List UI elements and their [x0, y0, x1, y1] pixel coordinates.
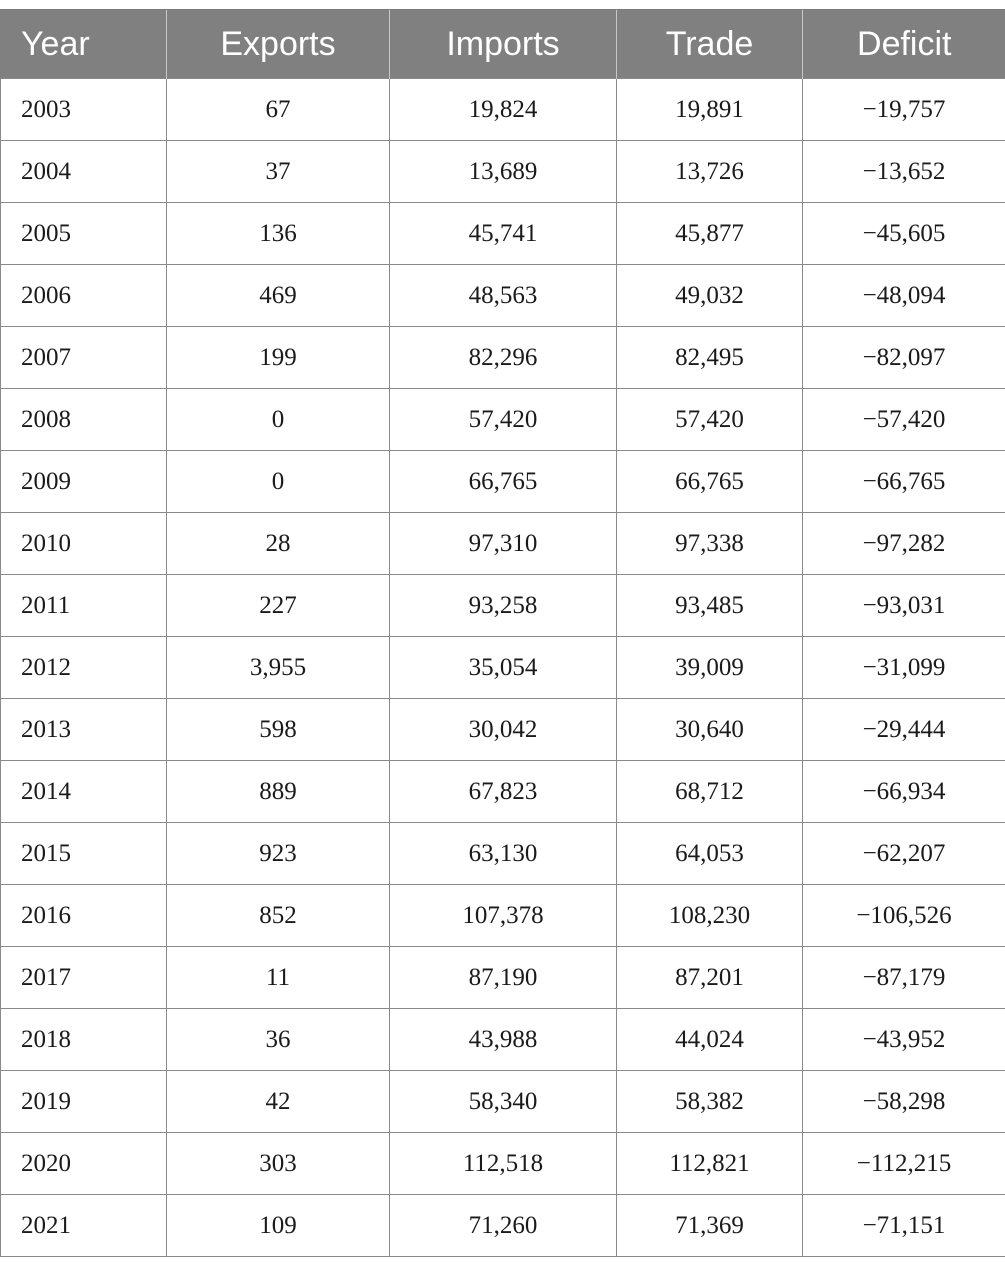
table-row: [1, 389, 1005, 451]
trade-cell: 13,726: [617, 141, 803, 203]
deficit-cell: −62,207: [803, 823, 1005, 885]
deficit-cell: −93,031: [803, 575, 1005, 637]
trade-cell: 58,382: [617, 1071, 803, 1133]
trade-cell: 112,821: [617, 1133, 803, 1195]
table-row: [1, 1071, 1005, 1133]
table-row: [1, 761, 1005, 823]
year-cell: 2019: [1, 1071, 167, 1133]
deficit-cell: −71,151: [803, 1195, 1005, 1257]
year-cell: 2004: [1, 141, 167, 203]
imports-cell: 19,824: [390, 79, 617, 141]
header-trade: Trade: [617, 10, 803, 79]
imports-cell: 112,518: [390, 1133, 617, 1195]
exports-cell: 37: [167, 141, 390, 203]
table-header: [1, 10, 1005, 79]
table-row: [1, 513, 1005, 575]
table-row: [1, 203, 1005, 265]
imports-cell: 87,190: [390, 947, 617, 1009]
table-body: [1, 79, 1005, 1257]
trade-cell: 57,420: [617, 389, 803, 451]
table-row: [1, 265, 1005, 327]
deficit-cell: −48,094: [803, 265, 1005, 327]
exports-cell: 469: [167, 265, 390, 327]
imports-cell: 93,258: [390, 575, 617, 637]
table-row: [1, 1195, 1005, 1257]
imports-cell: 107,378: [390, 885, 617, 947]
exports-cell: 3,955: [167, 637, 390, 699]
deficit-cell: −58,298: [803, 1071, 1005, 1133]
deficit-cell: −31,099: [803, 637, 1005, 699]
header-imports: Imports: [390, 10, 617, 79]
exports-cell: 42: [167, 1071, 390, 1133]
deficit-cell: −82,097: [803, 327, 1005, 389]
imports-cell: 58,340: [390, 1071, 617, 1133]
imports-cell: 35,054: [390, 637, 617, 699]
exports-cell: 852: [167, 885, 390, 947]
year-cell: 2017: [1, 947, 167, 1009]
exports-cell: 923: [167, 823, 390, 885]
year-cell: 2013: [1, 699, 167, 761]
imports-cell: 48,563: [390, 265, 617, 327]
year-cell: 2020: [1, 1133, 167, 1195]
trade-cell: 68,712: [617, 761, 803, 823]
trade-cell: 39,009: [617, 637, 803, 699]
year-cell: 2012: [1, 637, 167, 699]
year-cell: 2003: [1, 79, 167, 141]
year-cell: 2009: [1, 451, 167, 513]
table-row: [1, 823, 1005, 885]
header-exports: Exports: [167, 10, 390, 79]
table-row: [1, 1133, 1005, 1195]
trade-cell: 44,024: [617, 1009, 803, 1071]
trade-cell: 64,053: [617, 823, 803, 885]
table-row: [1, 141, 1005, 203]
deficit-cell: −97,282: [803, 513, 1005, 575]
imports-cell: 63,130: [390, 823, 617, 885]
exports-cell: 28: [167, 513, 390, 575]
table-row: [1, 451, 1005, 513]
year-cell: 2021: [1, 1195, 167, 1257]
year-cell: 2016: [1, 885, 167, 947]
table-row: [1, 575, 1005, 637]
deficit-cell: −57,420: [803, 389, 1005, 451]
table-row: [1, 1009, 1005, 1071]
deficit-cell: −29,444: [803, 699, 1005, 761]
trade-table: [0, 9, 1005, 1257]
imports-cell: 67,823: [390, 761, 617, 823]
imports-cell: 13,689: [390, 141, 617, 203]
deficit-cell: −19,757: [803, 79, 1005, 141]
exports-cell: 109: [167, 1195, 390, 1257]
year-cell: 2008: [1, 389, 167, 451]
deficit-cell: −87,179: [803, 947, 1005, 1009]
imports-cell: 57,420: [390, 389, 617, 451]
exports-cell: 36: [167, 1009, 390, 1071]
header-deficit: Deficit: [803, 10, 1005, 79]
table-row: [1, 885, 1005, 947]
deficit-cell: −45,605: [803, 203, 1005, 265]
trade-cell: 93,485: [617, 575, 803, 637]
trade-cell: 97,338: [617, 513, 803, 575]
year-cell: 2018: [1, 1009, 167, 1071]
imports-cell: 30,042: [390, 699, 617, 761]
imports-cell: 97,310: [390, 513, 617, 575]
header-row: [1, 10, 1005, 79]
year-cell: 2007: [1, 327, 167, 389]
table-row: [1, 699, 1005, 761]
imports-cell: 71,260: [390, 1195, 617, 1257]
imports-cell: 45,741: [390, 203, 617, 265]
table-row: [1, 637, 1005, 699]
trade-cell: 19,891: [617, 79, 803, 141]
exports-cell: 227: [167, 575, 390, 637]
trade-cell: 87,201: [617, 947, 803, 1009]
year-cell: 2006: [1, 265, 167, 327]
exports-cell: 136: [167, 203, 390, 265]
year-cell: 2014: [1, 761, 167, 823]
year-cell: 2011: [1, 575, 167, 637]
exports-cell: 67: [167, 79, 390, 141]
deficit-cell: −66,765: [803, 451, 1005, 513]
exports-cell: 0: [167, 389, 390, 451]
trade-cell: 71,369: [617, 1195, 803, 1257]
exports-cell: 199: [167, 327, 390, 389]
trade-cell: 82,495: [617, 327, 803, 389]
exports-cell: 0: [167, 451, 390, 513]
trade-cell: 108,230: [617, 885, 803, 947]
trade-cell: 45,877: [617, 203, 803, 265]
exports-cell: 598: [167, 699, 390, 761]
exports-cell: 303: [167, 1133, 390, 1195]
deficit-cell: −13,652: [803, 141, 1005, 203]
trade-cell: 49,032: [617, 265, 803, 327]
header-year: Year: [1, 10, 167, 79]
exports-cell: 11: [167, 947, 390, 1009]
trade-cell: 66,765: [617, 451, 803, 513]
year-cell: 2010: [1, 513, 167, 575]
table-row: [1, 79, 1005, 141]
imports-cell: 43,988: [390, 1009, 617, 1071]
exports-cell: 889: [167, 761, 390, 823]
trade-table-container: [0, 9, 1005, 1257]
imports-cell: 82,296: [390, 327, 617, 389]
deficit-cell: −112,215: [803, 1133, 1005, 1195]
table-row: [1, 327, 1005, 389]
deficit-cell: −106,526: [803, 885, 1005, 947]
imports-cell: 66,765: [390, 451, 617, 513]
year-cell: 2005: [1, 203, 167, 265]
table-row: [1, 947, 1005, 1009]
deficit-cell: −43,952: [803, 1009, 1005, 1071]
deficit-cell: −66,934: [803, 761, 1005, 823]
year-cell: 2015: [1, 823, 167, 885]
trade-cell: 30,640: [617, 699, 803, 761]
